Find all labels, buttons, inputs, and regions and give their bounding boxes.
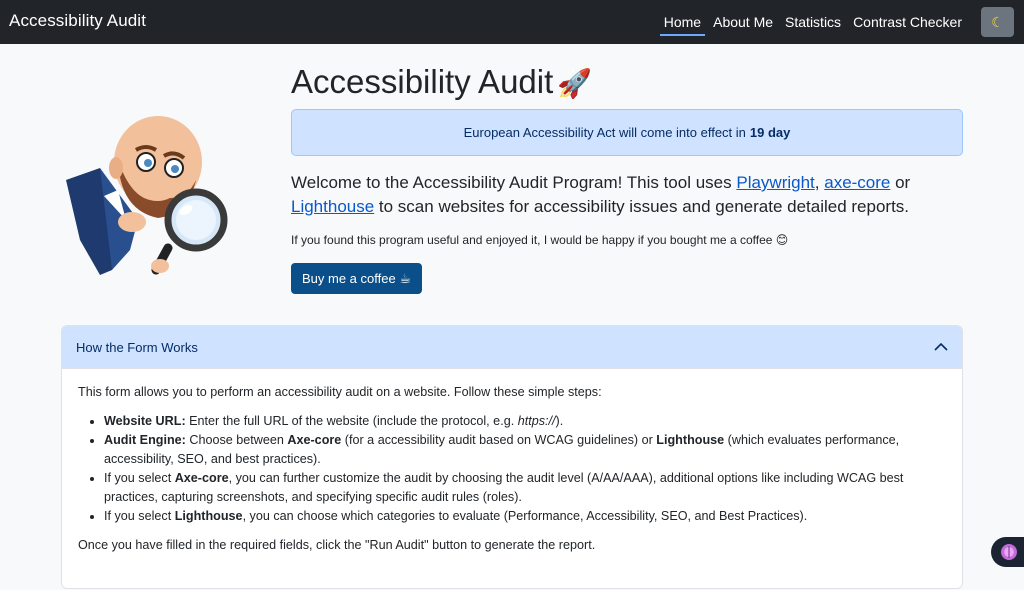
accordion-outro: Once you have filled in the required fields, click the "Run Audit" button to generate the report.	[78, 538, 596, 552]
navbar	[0, 0, 1024, 44]
list-item: • If you select Lighthouse, you can choose which categories to evaluate (Performance, Accessibility, SEO, and Best Practices).	[104, 507, 946, 526]
link-playwright[interactable]: Playwright	[736, 173, 815, 192]
accordion-body	[62, 369, 962, 555]
link-lighthouse[interactable]: Lighthouse	[291, 197, 375, 216]
nav-about-me[interactable]: About Me	[713, 14, 774, 30]
nav-statistics[interactable]: Statistics	[785, 14, 842, 30]
theme-toggle-button[interactable]	[981, 7, 1014, 37]
steps-list	[78, 412, 946, 526]
how-it-works-accordion	[61, 325, 963, 589]
countdown-value: 19 day	[749, 125, 791, 140]
brand-title[interactable]: Accessibility Audit	[9, 11, 147, 30]
nav-contrast-checker[interactable]: Contrast Checker	[853, 14, 962, 30]
accordion-intro: This form allows you to perform an accessibility audit on a website. Follow these simple steps:	[78, 385, 602, 399]
list-item: • Website URL: Enter the full URL of the website (include the protocol, e.g. https://).	[104, 412, 946, 431]
link-axe-core[interactable]: axe-core	[824, 173, 891, 192]
floating-assistant-button[interactable]	[991, 537, 1024, 567]
nav-links	[658, 0, 968, 44]
chevron-up-icon	[934, 340, 948, 354]
eaa-countdown-alert: European Accessibility Act will come into effect in 19 day	[291, 109, 963, 156]
page-title: Accessibility Audit 🚀	[291, 63, 593, 100]
avatar	[60, 110, 236, 286]
buy-coffee-button[interactable]: Buy me a coffee ☕	[291, 263, 422, 294]
list-item: • If you select Axe-core, you can further customize the audit by choosing the audit level (A/AA/AAA), additional options like including WCAG best practices, capturing screenshots, and specifying specific audit rules (roles).	[104, 469, 946, 507]
accordion-header[interactable]	[62, 326, 962, 369]
intro-text: Welcome to the Accessibility Audit Program! This tool uses Playwright, axe-core or Lighthouse to scan websites for accessibility issues and generate detailed reports.	[291, 173, 911, 216]
nav-home[interactable]: Home	[658, 0, 707, 44]
accordion-title: How the Form Works	[76, 339, 198, 355]
brain-icon	[1000, 543, 1018, 561]
rocket-icon: 🚀	[557, 68, 593, 99]
moon-icon: ☾	[991, 13, 1004, 30]
coffee-note: If you found this program useful and enjoyed it, I would be happy if you bought me a coffee 😊	[291, 233, 789, 247]
list-item: • Audit Engine: Choose between Axe-core (for a accessibility audit based on WCAG guidelines) or Lighthouse (which evaluates performance, accessibility, SEO, and best practices).	[104, 431, 946, 469]
